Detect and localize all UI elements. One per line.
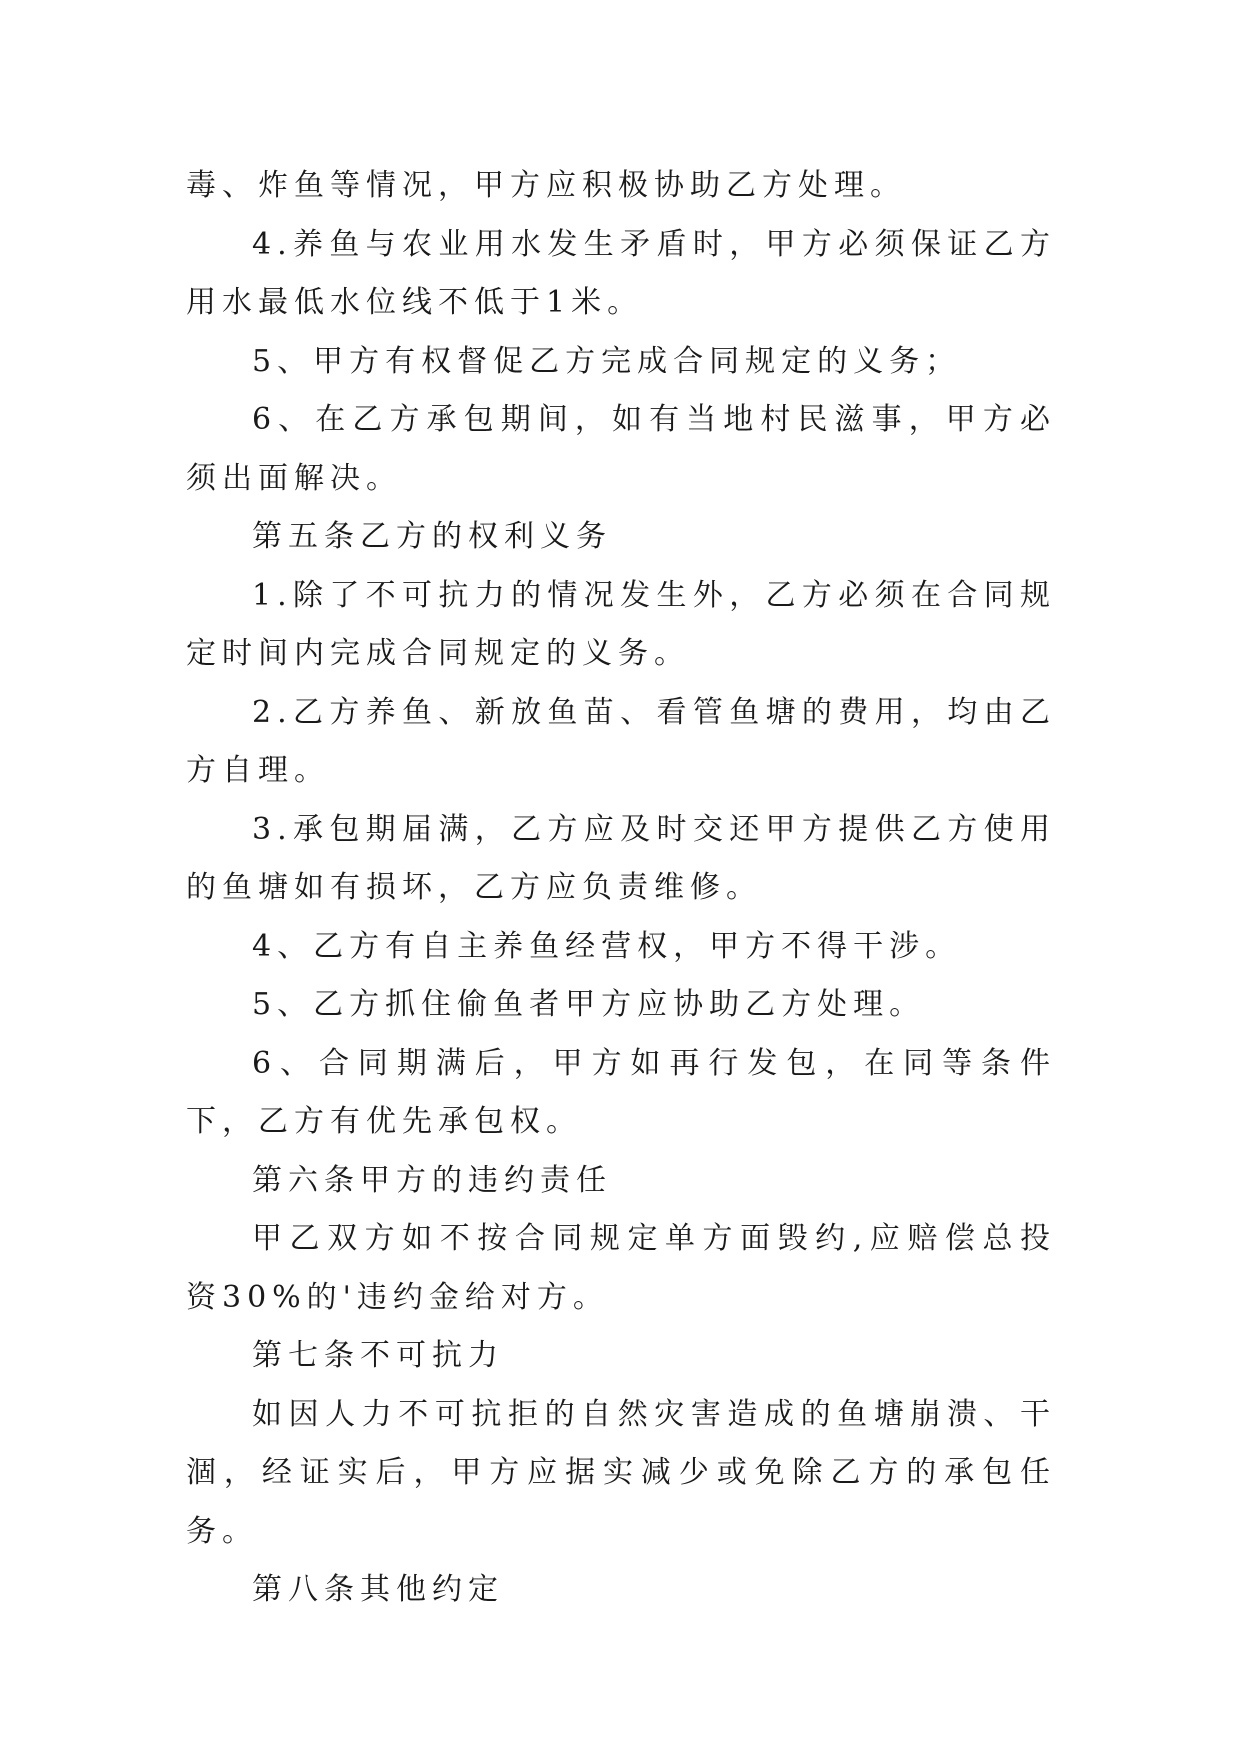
document-body xyxy=(186,157,1056,1620)
section-heading-article-5: 第五条乙方的权利义务 xyxy=(252,519,612,554)
paragraph-continuation: 毒、炸鱼等情况，甲方应积极协助乙方处理。 xyxy=(186,168,906,203)
paragraph-article5-item-6: 6、合同期满后，甲方如再行发包，在同等条件下，乙方有优先承包权。 xyxy=(186,1045,1056,1139)
section-heading-article-6: 第六条甲方的违约责任 xyxy=(252,1162,612,1198)
paragraph-article5-item-4: 4、乙方有自主养鱼经营权，甲方不得干涉。 xyxy=(252,928,962,964)
paragraph-article5-item-5: 5、乙方抓住偷鱼者甲方应协助乙方处理。 xyxy=(252,987,926,1022)
paragraph-article7-force-majeure: 如因人力不可抗拒的自然灾害造成的鱼塘崩溃、干涸，经证实后，甲方应据实减少或免除乙方的承包任务。 xyxy=(186,1396,1056,1549)
paragraph-article5-item-1: 1.除了不可抗力的情况发生外，乙方必须在合同规定时间内完成合同规定的义务。 xyxy=(186,577,1056,671)
paragraph-article5-item-2: 2.乙方养鱼、新放鱼苗、看管鱼塘的费用，均由乙方自理。 xyxy=(186,694,1056,788)
paragraph-clause-4-water: 4.养鱼与农业用水发生矛盾时，甲方必须保证乙方用水最低水位线不低于1米。 xyxy=(186,226,1056,320)
paragraph-clause-5-supervise: 5、甲方有权督促乙方完成合同规定的义务； xyxy=(252,343,962,379)
section-heading-article-7: 第七条不可抗力 xyxy=(252,1338,504,1373)
paragraph-clause-6-villagers: 6、在乙方承包期间，如有当地村民滋事，甲方必须出面解决。 xyxy=(186,402,1056,496)
paragraph-article5-item-3: 3.承包期届满，乙方应及时交还甲方提供乙方使用的鱼塘如有损坏，乙方应负责维修。 xyxy=(186,811,1056,905)
paragraph-article6-breach: 甲乙双方如不按合同规定单方面毁约,应赔偿总投资30%的'违约金给对方。 xyxy=(186,1221,1056,1315)
section-heading-article-8: 第八条其他约定 xyxy=(252,1572,504,1607)
